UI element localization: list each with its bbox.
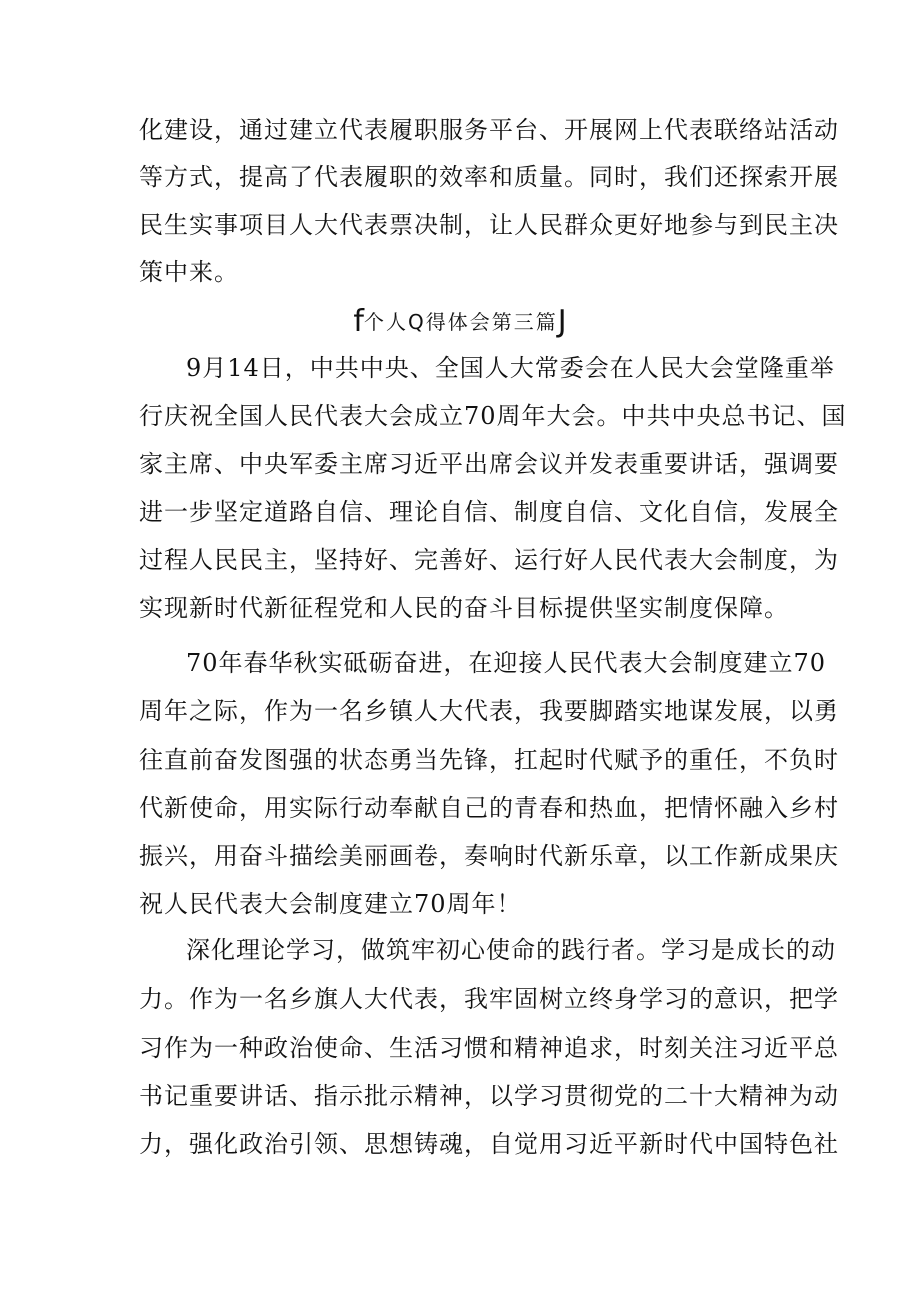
paragraph-line: 深化理论学习，做筑牢初心使命的践行者。学习是成长的动	[186, 936, 836, 964]
paragraph-line: 周年之际，作为一名乡镇人大代表，我要脚踏实地谋发展，以勇	[139, 697, 839, 725]
paragraph-line: 力，强化政治引领、思想铸魂，自觉用习近平新时代中国特色社	[139, 1130, 839, 1158]
section-heading	[0, 304, 920, 339]
paragraph-line: 进一步坚定道路自信、理论自信、制度自信、文化自信，发展全	[139, 498, 839, 526]
paragraph-line: 往直前奋发图强的状态勇当先锋，扛起时代赋予的重任，不负时	[139, 746, 839, 774]
paragraph-line: 实现新时代新征程党和人民的奋斗目标提供坚实制度保障。	[139, 594, 789, 622]
paragraph-line: 行庆祝全国人民代表大会成立70周年大会。中共中央总书记、国	[139, 402, 847, 430]
paragraph-line: 振兴，用奋斗描绘美丽画卷，奏响时代新乐章，以工作新成果庆	[139, 842, 839, 870]
paragraph-line: 家主席、中央军委主席习近平出席会议并发表重要讲话，强调要	[139, 450, 839, 478]
heading-prefix: f	[353, 304, 364, 339]
paragraph-line: 书记重要讲话、指示批示精神，以学习贯彻党的二十大精神为动	[139, 1082, 839, 1110]
paragraph-line: 习作为一种政治使命、生活习惯和精神追求，时刻关注习近平总	[139, 1034, 839, 1062]
paragraph-line: 祝人民代表大会制度建立70周年！	[139, 890, 522, 918]
paragraph-line: 化建设，通过建立代表履职服务平台、开展网上代表联络站活动	[139, 116, 839, 144]
heading-text: 个人Q得体会第三篇	[363, 310, 558, 334]
paragraph-line: 70年春华秋实砥砺奋进，在迎接人民代表大会制度建立70	[186, 649, 827, 677]
paragraph-line: 过程人民民主，坚持好、完善好、运行好人民代表大会制度，为	[139, 546, 839, 574]
paragraph-line: 9月14日，中共中央、全国人大常委会在人民大会堂隆重举	[186, 354, 835, 382]
paragraph-line: 策中来。	[139, 258, 239, 286]
paragraph-line: 等方式，提高了代表履职的效率和质量。同时，我们还探索开展	[139, 163, 839, 191]
paragraph-line: 代新使命，用实际行动奉献自己的青春和热血，把情怀融入乡村	[139, 794, 839, 822]
heading-suffix: J	[557, 304, 567, 339]
paragraph-line: 力。作为一名乡旗人大代表，我牢固树立终身学习的意识，把学	[139, 985, 839, 1013]
paragraph-line: 民生实事项目人大代表票决制，让人民群众更好地参与到民主决	[139, 211, 839, 239]
